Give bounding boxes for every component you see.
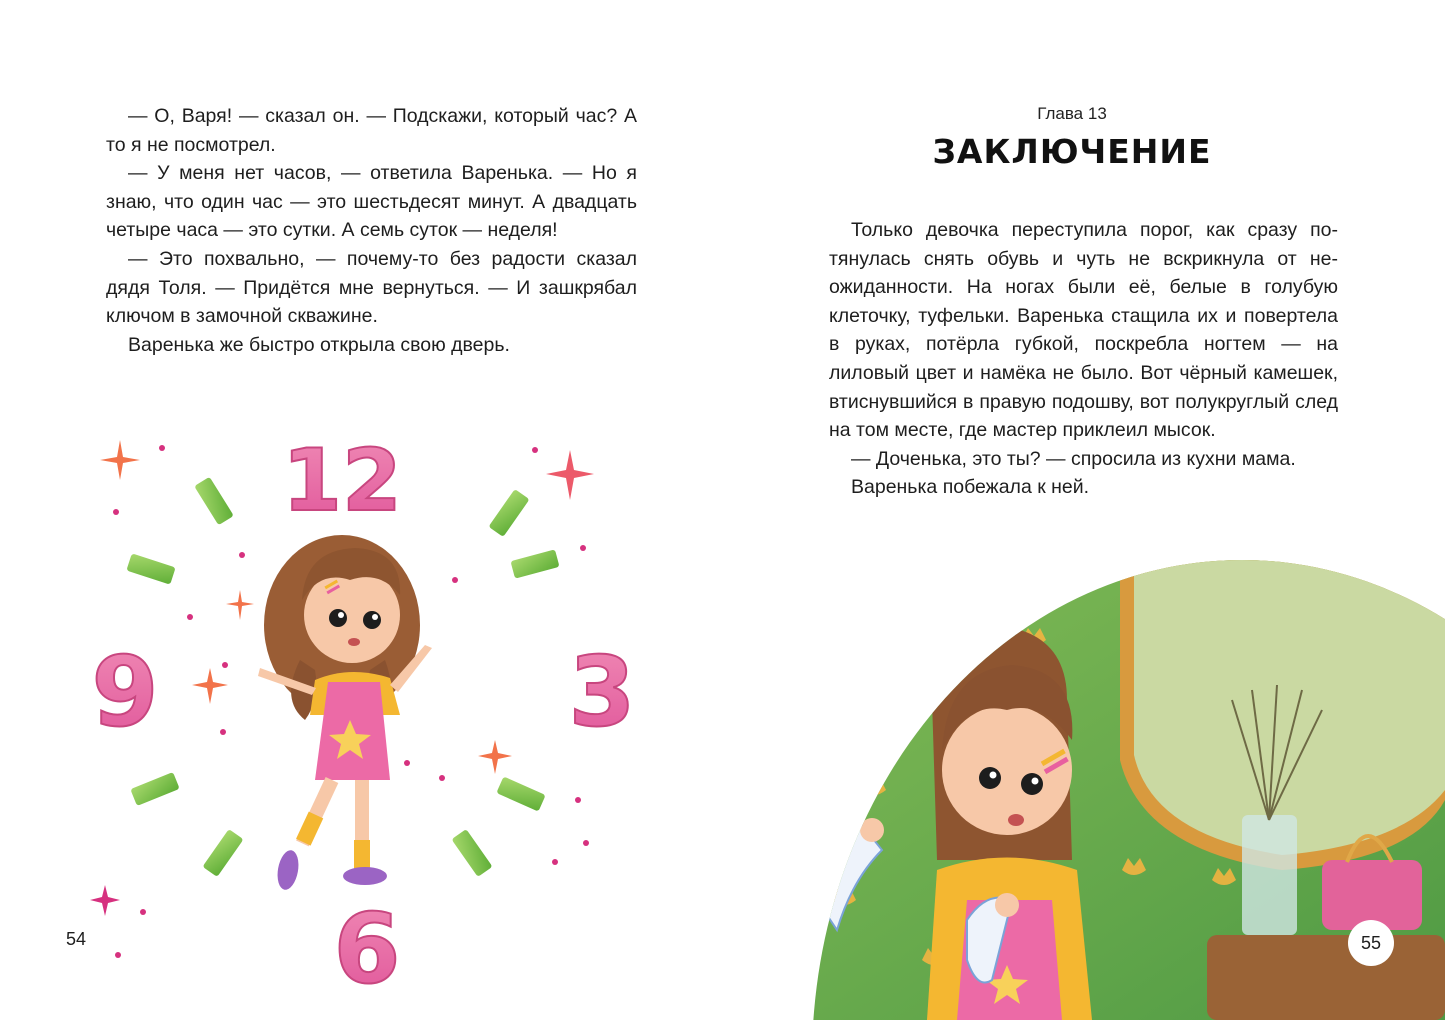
vase (1242, 815, 1297, 935)
paragraph: — Доченька, это ты? — спросила из кухни мама. (851, 447, 1296, 470)
dresser (1207, 935, 1445, 1020)
girl-figure (258, 535, 432, 891)
paragraph: Варенька побежала к ней. (851, 476, 1090, 499)
clock-number-9: 9 (91, 636, 159, 748)
hallway-illustration (722, 0, 1445, 1020)
left-page-text (106, 102, 637, 359)
paragraph: — У меня нет часов, — ответила Варенька. — Но я знаю, что один час — это шестьдесят минут. А двадцать четыре часа — это сутки. А семь суток — неделя! (106, 162, 637, 242)
clock-number-3: 3 (568, 636, 636, 748)
page-number: 54 (66, 929, 87, 949)
clock-number-6: 6 (333, 893, 401, 1000)
paragraph: — О, Варя! — сказал он. — Подскажи, который час? А то я не посмотрел. (106, 105, 637, 156)
paragraph: Варенька же быстро открыла свою дверь. (128, 333, 510, 356)
paragraph: Только девочка переступила порог, как сразу потянулась снять обувь и чуть не вскрикнула от неожиданности. На ногах были её, белые в голубую клеточку, туфельки. Варенька стащила их и повертела в руках, потёрла губкой, поскребла ногтем — на лиловый цвет и намёка не было. Вот чёрный камешек, втиснувшийся в правую подошву, вот полукруглый след на том месте, где мастер приклеил мысок. (829, 219, 1338, 442)
page-number: 55 (1348, 920, 1394, 966)
clock-number-12: 12 (282, 431, 402, 531)
paragraph: — Это похвально, — почему-то без радости сказал дядя Толя. — Придётся мне вернуться. — И зашкрябал ключом в замочной скважине. (106, 247, 637, 328)
mirror-glass (1134, 540, 1445, 855)
clock-illustration (80, 420, 660, 1000)
chapter-title: ЗАКЛЮЧЕНИЕ (932, 132, 1212, 171)
chapter-label: Глава 13 (1037, 104, 1107, 123)
left-page (0, 0, 722, 1020)
right-page (722, 0, 1445, 1020)
